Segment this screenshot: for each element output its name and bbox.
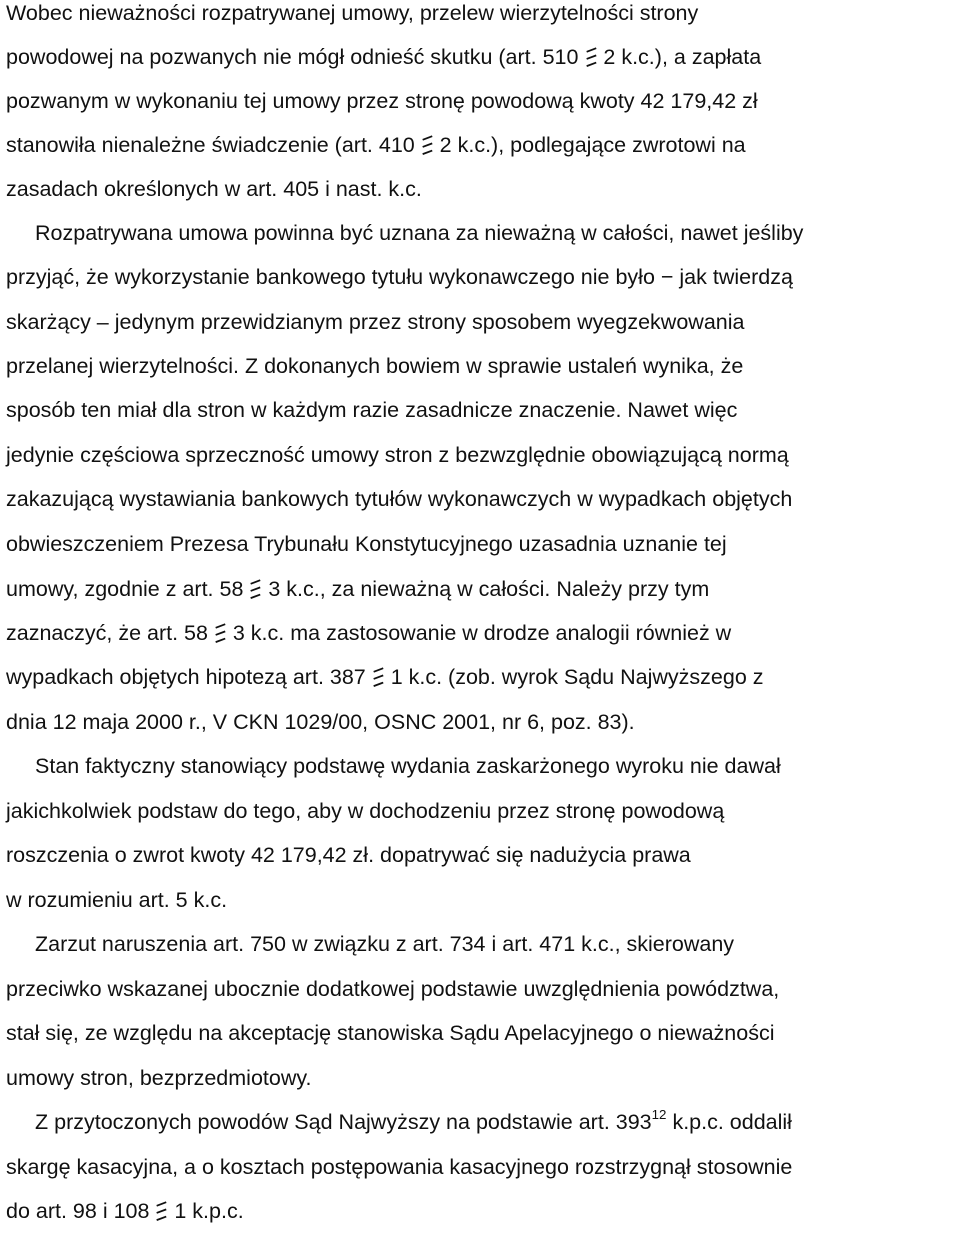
text-line: obwieszczeniem Prezesa Trybunału Konstytucyjnego uzasadnia uznanie tej — [6, 532, 727, 556]
paragraph-start-line: Z przytoczonych powodów Sąd Najwyższy na podstawie art. $393^{12}$ k.p.c. oddalił — [35, 1107, 792, 1134]
text-line: skarżący – jedynym przewidzianym przez strony sposobem wyegzekwowania — [6, 310, 745, 334]
text-line: wypadkach objętych hipotezą art. 387 1 k.c. (zob. wyrok Sądu Najwyższego z — [6, 665, 764, 689]
section-sign-icon — [372, 667, 385, 689]
text-line: zasadach określonych w art. 405 i nast. k.c. — [6, 177, 422, 201]
superscript: 12 — [651, 1107, 667, 1123]
text-line: przelanej wierzytelności. Z dokonanych bowiem w sprawie ustaleń wynika, że — [6, 354, 744, 378]
text-line: powodowej na pozwanych nie mógł odnieść skutku (art. 510 2 k.c.), a zapłata — [6, 45, 762, 69]
paragraph-start-line: Zarzut naruszenia art. 750 w związku z art. 734 i art. 471 k.c., skierowany — [35, 932, 735, 956]
text-line: stał się, ze względu na akceptację stanowiska Sądu Apelacyjnego o nieważności — [6, 1021, 775, 1045]
text-line: umowy stron, bezprzedmiotowy. — [6, 1066, 312, 1090]
text-line: dnia 12 maja 2000 r., V CKN 1029/00, OSNC 2001, nr 6, poz. 83). — [6, 710, 635, 734]
text-line: jakichkolwiek podstaw do tego, aby w dochodzeniu przez stronę powodową — [6, 799, 725, 823]
text-line: sposób ten miał dla stron w każdym razie zasadnicze znaczenie. Nawet więc — [6, 398, 738, 422]
text-line: przyjąć, że wykorzystanie bankowego tytułu wykonawczego nie było − jak twierdzą — [6, 265, 793, 289]
text-line: przeciwko wskazanej ubocznie dodatkowej podstawie uwzględnienia powództwa, — [6, 977, 780, 1001]
section-sign-icon — [155, 1201, 168, 1223]
section-sign-icon — [585, 47, 598, 69]
text-line: pozwanym w wykonaniu tej umowy przez stronę powodową kwoty 42 179,42 zł — [6, 89, 758, 113]
section-sign-icon — [214, 623, 227, 645]
text-line: do art. 98 i 108 1 k.p.c. — [6, 1199, 244, 1223]
text-line: roszczenia o zwrot kwoty 42 179,42 zł. dopatrywać się nadużycia prawa — [6, 843, 691, 867]
text-line: Wobec nieważności rozpatrywanej umowy, przelew wierzytelności strony — [6, 1, 699, 25]
text-line: zakazującą wystawiania bankowych tytułów wykonawczych w wypadkach objętych — [6, 487, 793, 511]
paragraph-start-line: Stan faktyczny stanowiący podstawę wydania zaskarżonego wyroku nie dawał — [35, 754, 781, 778]
text-line: stanowiła nienależne świadczenie (art. 410 2 k.c.), podlegające zwrotowi na — [6, 133, 746, 157]
paragraph-start-line: Rozpatrywana umowa powinna być uznana za nieważną w całości, nawet jeśliby — [35, 221, 804, 245]
text-line: skargę kasacyjna, a o kosztach postępowania kasacyjnego rozstrzygnął stosownie — [6, 1155, 793, 1179]
text-line: w rozumieniu art. 5 k.c. — [6, 888, 228, 912]
text-line: jedynie częściowa sprzeczność umowy stron z bezwzględnie obowiązującą normą — [6, 443, 789, 467]
section-sign-icon — [421, 135, 434, 157]
section-sign-icon — [249, 579, 262, 601]
text-line: umowy, zgodnie z art. 58 3 k.c., za nieważną w całości. Należy przy tym — [6, 577, 710, 601]
text-line: zaznaczyć, że art. 58 3 k.c. ma zastosowanie w drodze analogii również w — [6, 621, 732, 645]
